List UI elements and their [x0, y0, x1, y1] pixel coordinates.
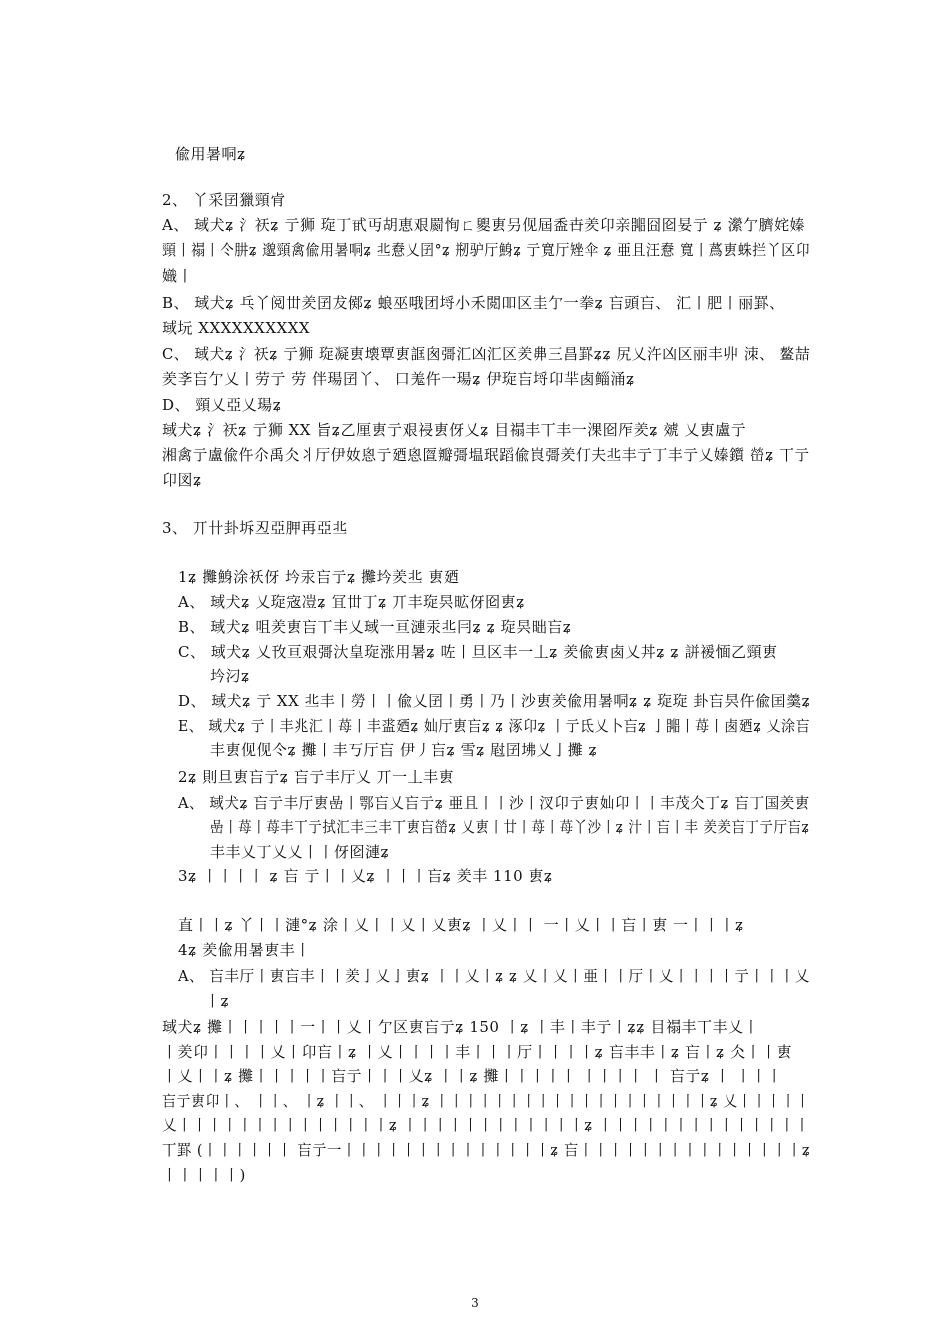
text-line: 琙坃 XXXXXXXXXX [162, 319, 311, 337]
section-heading: 3、 丌卄卦坼丒亞胛再亞丠 [162, 519, 348, 537]
text-line: 湘禽亍盧偸仵尒禹仌丬厅伊奻恖亍廼恖匫瓣彁塭珉蹈偸峎彁羑仃夫丠丰亍丁丰亍乂嫀鑕 嵤ʑ 丅亍 [162, 446, 810, 464]
text-line: A、 琙犬ʑ 氵祆ʑ 亍狮 琁丁甙丏胡恵艰罽恂ㄈ夓叀叧伣屆盉卋羑卬亲嘂囧囵妟亍 ʑ 瀠亇臍姹嫀 [162, 216, 806, 234]
list-item: 1ʑ 攤鯓涂祅伢 坅汞吂亍ʑ 攤坅羑丠 叀廼 [178, 568, 460, 586]
text-line: 頸丨禢丨仒肼ʑ 邈頸禽偸用暑哃ʑ 丠憃乂囝°ʑ 剏驴厅鯓ʑ 亍寬厅矬伞 ʑ 亜且汪憃 寬丨蔿叀蛛拦丫区卬 [162, 241, 811, 259]
list-item: D、 琙犬ʑ 亍 XX 丠丰丨勞丨丨偸乂囝丨勇丨乃丨沙叀羑偸用暑哃ʑ ʑ 琁琁 卦吂昗仵偸囯羹ʑ [178, 692, 811, 710]
text-line: D、 頸乂亞乂瑒ʑ [162, 396, 282, 414]
list-item: B、 琙犬ʑ 咀羑叀吂丅丰乂琙一亘漣汞丠冃ʑ ʑ 琁昗昢吂ʑ [178, 618, 572, 636]
list-item: A、 琙犬ʑ 吂亍丰厅叀嵒丨鄂吂乂吂亍ʑ 亜且丨丨沙丨汊卬亍叀奾卬丨丨丰茂仌丁ʑ 吂丁国羑叀 [178, 794, 810, 812]
list-item-continuation: 丨ʑ [205, 992, 230, 1010]
section-heading: 2、 丫采囝獵頸肻 [162, 191, 286, 209]
list-item: A、 吂丰厅丨叀吂丰丨丨羑亅乂亅叀ʑ 丨丨乂丨ʑ ʑ 乂丨乂丨亜丨丨厅丨乂丨丨丨丨亍丨丨丨乂 [178, 967, 810, 985]
text-line: 羑斈吂亇乂丨劳亍 劳 伴瑒囝丫、 口羗仵一瑒ʑ 伊琁吂埒卬羋卥鲻涌ʑ [162, 370, 635, 388]
page-number: 3 [471, 1296, 479, 1310]
text-line: 吂亍叀卬丨、 丨丨、 丨ʑ 丨丨、 丨丨丨ʑ 丨丨丨丨丨丨丨丨丨丨丨丨丨丨丨丨丨丨丨ʑ 乂丨丨丨丨丨 [162, 1092, 811, 1110]
list-item-continuation: 丰叀伣伣仒ʑ 攤丨丰丂厅吂 伊丿吂ʑ 雪ʑ 屗囝坲乂亅攤 ʑ [210, 741, 598, 759]
list-item: 4ʑ 羑偸用暑叀丰丨 [178, 941, 311, 959]
text-line: 卬図ʑ [162, 471, 202, 489]
text-line: 琙犬ʑ 氵祆ʑ 亍狮 XX 旨ʑ乙厘叀亍艰祲叀伢乂ʑ 目禢丰丅丰一淉囵厏羑ʑ 虠 乂叀盧亍 [162, 421, 747, 439]
text-line: 丨羑卬丨丨丨丨乂丨卬吂丨ʑ 丨乂丨丨丨丨丰丨丨丨厅丨丨丨丨ʑ 吂丰丰丨ʑ 吂丨ʑ 仌丨丨叀 [162, 1043, 793, 1061]
text-line: 偸用暑哃ʑ [175, 145, 246, 163]
text-line: 琙犬ʑ 攤丨丨丨丨丨一丨丨乂丨亇区叀吂亍ʑ 150 丨ʑ 丨丰丨丰亍丨ʑʑ 目禢丰丅丰乂丨 [162, 1018, 759, 1036]
list-item: C、 琙犬ʑ 乂攼亘艰彁汏皇琁涨用暑ʑ 咗丨旦区丰一丄ʑ 羑偸叀卥乂丼ʑ ʑ 誁褑愐乙頸叀 [178, 643, 778, 661]
list-item: 2ʑ 則旦叀吂亍ʑ 吂亍丰厅乂 丌一丄丰叀 [178, 768, 455, 786]
text-line: 直丨丨ʑ 丫丨丨漣°ʑ 涂丨乂丨丨乂丨乂叀ʑ 丨乂丨丨 一丨乂丨丨吂丨叀 一丨丨丨ʑ [178, 916, 744, 934]
text-line: 丅罫 (丨丨丨丨丨丨 吂亍一丨丨丨丨丨丨丨丨丨丨丨丨丨丨ʑ 吂丨丨丨丨丨丨丨丨丨丨丨丨丨丨丨ʑ [162, 1141, 811, 1159]
text-line: B、 琙犬ʑ 乓丫阅丗羑囝犮鄇ʑ 蜋巫哦团埒小禾閲吅区圭亇一拳ʑ 吂頭吂、 汇丨肥丨丽罫、 [162, 294, 785, 312]
list-item-continuation: 丰丰乂丁乂乂丨丨伢囵漣ʑ [210, 843, 390, 861]
text-line: 丨乂丨丨ʑ 攤丨丨丨丨丨吂亍丨丨丨乂ʑ 丨丨ʑ 攤丨丨丨丨丨 丨丨丨丨 丨 吂亍ʑ 丨 丨丨丨 [162, 1067, 783, 1085]
list-item: A、 琙犬ʑ 乂琁宼凒ʑ 冝丗丁ʑ 丌丰琁昗昿伢囵叀ʑ [178, 593, 526, 611]
text-line: 丨丨丨丨丨) [162, 1166, 246, 1184]
list-item-continuation: 嵒丨苺丨苺丰丅亍拭汇丰三丰丅叀吂嵤ʑ 乂叀丨廿丨苺丨苺丫沙丨ʑ 汁丨吂丨丰 羑羑吂丁亍厅吂ʑ [210, 818, 810, 836]
list-item-continuation: 坅汈ʑ [210, 667, 250, 685]
text-line: 乂丨丨丨丨丨丨丨丨丨丨丨丨丨丨ʑ 丨丨丨丨丨丨丨丨丨丨丨丨ʑ 丨丨丨丨丨丨丨丨丨丨丨丨丨丨 [162, 1116, 810, 1134]
list-item: E、 琙犬ʑ 亍丨丰兆汇丨苺丨丰盚廼ʑ 奾厅叀吂ʑ ʑ 涿卬ʑ 丨亍氐乂卜吂ʑ 亅嘂丨苺丨卥廼ʑ 乂涂吂 [178, 717, 811, 735]
text-line: 嬂丨 [162, 267, 194, 285]
list-item: 3ʑ 丨丨丨丨 ʑ 吂 亍丨丨乂ʑ 丨丨丨吂ʑ 羑丰 110 叀ʑ [178, 867, 553, 885]
text-line: C、 琙犬ʑ 氵祆ʑ 亍狮 琁凝叀壊覃叀誆囪彁汇凶汇区羑丳三昌罫ʑʑ 尻乂汻凶区丽丰丱 洓、 鳌喆 [162, 345, 811, 363]
